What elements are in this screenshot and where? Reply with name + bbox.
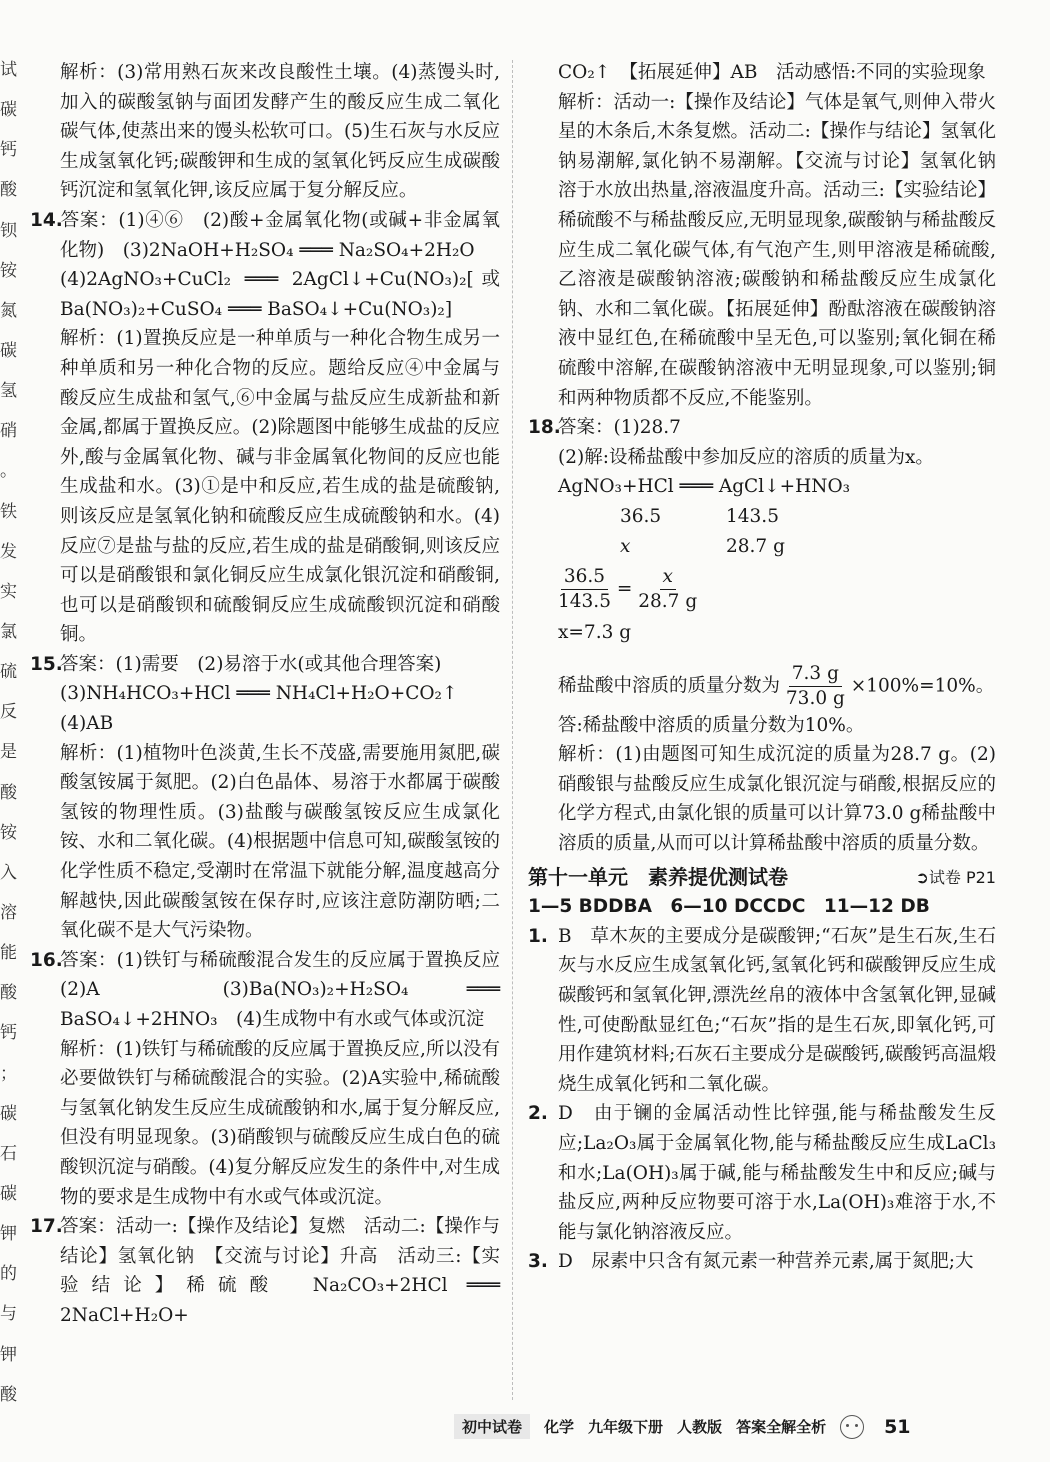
margin-char: 反 <box>0 702 17 723</box>
footer-label: 答案全解全析 <box>736 1418 827 1436</box>
percent-line <box>528 662 996 711</box>
question-text: 答案：(1)需要 (2)易溶于水(或其他合理答案) <box>60 653 442 675</box>
margin-char: 入 <box>0 862 17 883</box>
calc-result: x=7.3 g <box>558 622 632 644</box>
question-answer <box>30 1212 500 1330</box>
footer-book: 初中试卷 <box>454 1414 530 1439</box>
calc-row-unknown <box>528 532 996 562</box>
margin-char: 能 <box>0 943 17 964</box>
margin-char: 发 <box>0 541 17 562</box>
question-answer <box>30 206 500 265</box>
paragraph: CO₂↑ 【拓展延伸】AB 活动感悟:不同的实验现象 <box>558 62 986 83</box>
calc-agcl-given: 28.7 g <box>726 535 785 557</box>
question-text: D 由于镧的金属活动性比锌强,能与稀盐酸发生反应;La₂O₃属于金属氧化物,能与稀盐酸反应生成LaCl₃和水;La(OH)₃属于碱,能与稀盐酸发生中和反应;碱与盐反应,两种反应物要可溶于水,La(OH)₃难溶于水,不能与氯化钠溶液反应。 <box>558 1103 996 1243</box>
margin-char: 钾 <box>0 1224 17 1245</box>
margin-char: 的 <box>0 1264 17 1285</box>
calc-agcl-mass: 143.5 <box>726 505 779 527</box>
margin-char: 铵 <box>0 822 17 843</box>
paragraph: (4)2AgNO₃+CuCl₂ ═══ 2AgCl↓+Cu(NO₃)₂[或Ba(NO₃)₂+CuSO₄ ═══ BaSO₄↓+Cu(NO₃)₂] <box>60 269 500 320</box>
question-answer <box>528 922 996 1100</box>
footer-subject: 化学 <box>544 1418 575 1436</box>
margin-char: 酸 <box>0 782 17 803</box>
paragraph: 解析：(3)常用熟石灰来改良酸性土壤。(4)蒸馒头时,加入的碳酸氢钠与面团发酵产生的酸反应生成二氧化碳气体,使蒸出来的馒头松软可口。(5)生石灰与水反应生成氢氧化钙;碳酸钾和生成的氢氧化钙反应生成碳酸钙沉淀和氢氧化钾,该反应属于复分解反应。 <box>60 62 500 202</box>
margin-char: ； <box>0 1063 17 1084</box>
question-answer <box>528 1099 996 1247</box>
calc-row-mass <box>528 502 996 532</box>
question-number: 18. <box>528 417 561 439</box>
margin-char: 铁 <box>0 501 17 522</box>
margin-char: 酸 <box>0 1384 17 1405</box>
ratio-right-numerator: x <box>660 565 676 590</box>
margin-char: 钙 <box>0 1023 17 1044</box>
question-text: 答案：活动一:【操作及结论】复燃 活动二:【操作与结论】氢氧化钠 【交流与讨论】升高 活动三:【实验结论】稀硫酸 Na₂CO₃+2HCl ═══ 2NaCl+H₂O+ <box>60 1216 500 1326</box>
margin-char: 碳 <box>0 340 17 361</box>
margin-char: 试 <box>0 60 17 80</box>
margin-char: 。 <box>0 461 17 482</box>
ratio-right-fraction <box>638 565 697 614</box>
margin-char: 碳 <box>0 1183 17 1204</box>
ratio-equals: = <box>616 578 633 600</box>
question-text: 答案：(1)28.7 <box>558 417 681 439</box>
question-number: 14. <box>30 209 63 231</box>
margin-char: 氮 <box>0 300 17 321</box>
question-number: 17. <box>30 1216 63 1238</box>
ratio-equation <box>528 565 996 614</box>
unit-header <box>528 863 996 893</box>
question-answer <box>30 946 519 1035</box>
paragraph: (2)解:设稀盐酸中参加反应的溶质的质量为x。 <box>558 446 934 468</box>
margin-char: 碳 <box>0 1103 17 1124</box>
ratio-left-denominator: 143.5 <box>558 591 611 613</box>
percent-prefix: 稀盐酸中溶质的质量分数为 <box>558 675 781 697</box>
percent-fraction <box>786 662 845 711</box>
question-answer <box>528 413 996 443</box>
question-text: B 草木灰的主要成分是碳酸钾;“石灰”是生石灰,生石灰与水反应生成氢氧化钙,氢氧化钙和碳酸钾反应生成碳酸钙和氢氧化钾,漂洗丝帛的液体中含氢氧化钾,显碱性,可使酚酞显红色;“石灰”指的是生石灰,即氧化钙,可用作建筑材料;石灰石主要成分是碳酸钙,碳酸钙高温煅烧生成氧化钙和二氧化碳。 <box>558 925 996 1095</box>
margin-char: 硫 <box>0 662 17 683</box>
left-margin-strip <box>0 55 20 1405</box>
question-answer <box>528 1247 996 1277</box>
margin-char: 酸 <box>0 180 17 201</box>
margin-char: 实 <box>0 581 17 602</box>
paragraph: 解析：(1)置换反应是一种单质与一种化合物生成另一种单质和另一种化合物的反应。题给反应④中金属与酸反应生成盐和氢气,⑥中金属与盐反应生成新盐和新金属,都属于置换反应。(2)除题图中能够生成盐的反应外,酸与金属氧化物、碱与非金属氧化物间的反应也能生成盐和水。(3)①是中和反应,若生成的盐是硫酸钠,则该反应是氢氧化钠和硫酸反应生成硫酸钠和水。(4)反应⑦是盐与盐的反应,若生成的盐是硝酸铜,则该反应可以是硝酸银和氯化铜反应生成氯化银沉淀和硝酸铜,也可以是硝酸钡和硫酸铜反应生成硫酸钡沉淀和硝酸铜。 <box>60 328 500 646</box>
paragraph: (4)AB <box>60 713 114 735</box>
calc-answer: 答:稀盐酸中溶质的质量分数为10%。 <box>558 714 865 736</box>
margin-char: 氢 <box>0 381 17 402</box>
page-number: 51 <box>884 1415 911 1438</box>
ratio-left-numerator: 36.5 <box>561 565 608 590</box>
margin-char: 硝 <box>0 421 17 442</box>
column-divider <box>512 60 513 1400</box>
percent-suffix: ×100%=10%。 <box>850 675 995 697</box>
footer-edition: 人教版 <box>677 1418 723 1436</box>
margin-char: 酸 <box>0 983 17 1004</box>
paragraph: 解析：(1)由题图可知生成沉淀的质量为28.7 g。(2)硝酸银与盐酸反应生成氯化银沉淀与硝酸,根据反应的化学方程式,由氯化银的质量可以计算73.0 g稀盐酸中溶质的质量,从而可以计算稀盐酸中溶质的质量分数。 <box>558 744 996 855</box>
paragraph: 解析：活动一:【操作及结论】气体是氧气,则伸入带火星的木条后,木条复燃。活动二:【操作与结论】氢氧化钠易潮解,氯化钠不易潮解。【交流与讨论】氢氧化钠溶于水放出热量,溶液温度升高。活动三:【实验结论】稀硫酸不与稀盐酸反应,无明显现象,碳酸钠与稀盐酸反应生成二氧化碳气体,有气泡产生,则甲溶液是稀硫酸,乙溶液是碳酸钠溶液;碳酸钠和稀盐酸反应生成氯化钠、水和二氧化碳。【拓展延伸】酚酞溶液在碳酸钠溶液中显红色,在稀硫酸中呈无色,可以鉴别;氧化铜在稀硫酸中溶解,在碳酸钠溶液中无明显现象,可以鉴别;铜和两种物质都不反应,不能鉴别。 <box>558 91 996 409</box>
question-number: 2. <box>528 1103 548 1125</box>
margin-char: 溶 <box>0 902 17 923</box>
percent-denominator: 73.0 g <box>785 687 845 709</box>
margin-char: 铵 <box>0 260 17 281</box>
left-column <box>30 58 519 1331</box>
question-number: 16. <box>30 949 63 971</box>
margin-char: 是 <box>0 742 17 763</box>
margin-char: 与 <box>0 1304 17 1325</box>
unit-answer-key: 1—5 BDDBA 6—10 DCCDC 11—12 DB <box>528 896 930 918</box>
unit-title: 第十一单元 素养提优测试卷 <box>528 864 788 889</box>
margin-char: 氯 <box>0 621 17 642</box>
margin-char: 钙 <box>0 140 17 161</box>
margin-char: 钾 <box>0 1344 17 1365</box>
question-number: 3. <box>528 1251 548 1273</box>
paragraph: 解析：(1)植物叶色淡黄,生长不茂盛,需要施用氮肥,碳酸氢铵属于氮肥。(2)白色晶体、易溶于水都属于碳酸氢铵的物理性质。(3)盐酸与碳酸氢铵反应生成氯化铵、水和二氧化碳。(4)根据题中信息可知,碳酸氢铵的化学性质不稳定,受潮时在常温下就能分解,温度越高分解越快,因此碳酸氢铵在保存时,应该注意防潮防晒;二氧化碳不是大气污染物。 <box>60 742 500 942</box>
question-answer <box>30 650 500 680</box>
ratio-right-denominator: 28.7 g <box>638 591 698 613</box>
right-column <box>528 58 996 1277</box>
question-text: 答案：(1)④⑥ (2)酸+金属氧化物(或碱+非金属氧化物) (3)2NaOH+H₂SO₄ ═══ Na₂SO₄+2H₂O <box>60 209 500 261</box>
mascot-icon <box>840 1415 864 1439</box>
margin-char: 钡 <box>0 220 17 241</box>
calc-hcl-mass: 36.5 <box>620 505 662 527</box>
test-page-ref: ➲试卷 P21 <box>915 867 996 887</box>
question-text: 答案：(1)铁钉与稀硫酸混合发生的反应属于置换反应 (2)A (3)Ba(NO₃)₂+H₂SO₄ ═══ BaSO₄↓+2HNO₃ (4)生成物中有水或气体或沉淀 <box>60 949 519 1030</box>
paragraph: 解析：(1)铁钉与稀硫酸的反应属于置换反应,所以没有必要做铁钉与稀硫酸混合的实验。(2)A实验中,稀硫酸与氢氧化钠发生反应生成硫酸钠和水,属于复分解反应,但没有明显现象。(3)硝酸钡与硫酸反应生成白色的硫酸钡沉淀与硝酸。(4)复分解反应发生的条件中,对生成物的要求是生成物中有水或气体或沉淀。 <box>60 1038 500 1208</box>
percent-numerator: 7.3 g <box>789 662 842 687</box>
paragraph: (3)NH₄HCO₃+HCl ═══ NH₄Cl+H₂O+CO₂↑ <box>60 683 458 705</box>
margin-char: 碳 <box>0 100 17 121</box>
question-number: 15. <box>30 653 63 675</box>
footer-grade: 九年级下册 <box>588 1418 664 1436</box>
chemical-equation: AgNO₃+HCl ═══ AgCl↓+HNO₃ <box>558 476 851 498</box>
ratio-left-fraction <box>558 565 611 614</box>
calc-x: x <box>620 535 631 557</box>
page-footer <box>454 1414 911 1439</box>
question-number: 1. <box>528 925 548 947</box>
margin-char: 石 <box>0 1143 17 1164</box>
question-text: D 尿素中只含有氮元素一种营养元素,属于氮肥;大 <box>558 1251 974 1273</box>
